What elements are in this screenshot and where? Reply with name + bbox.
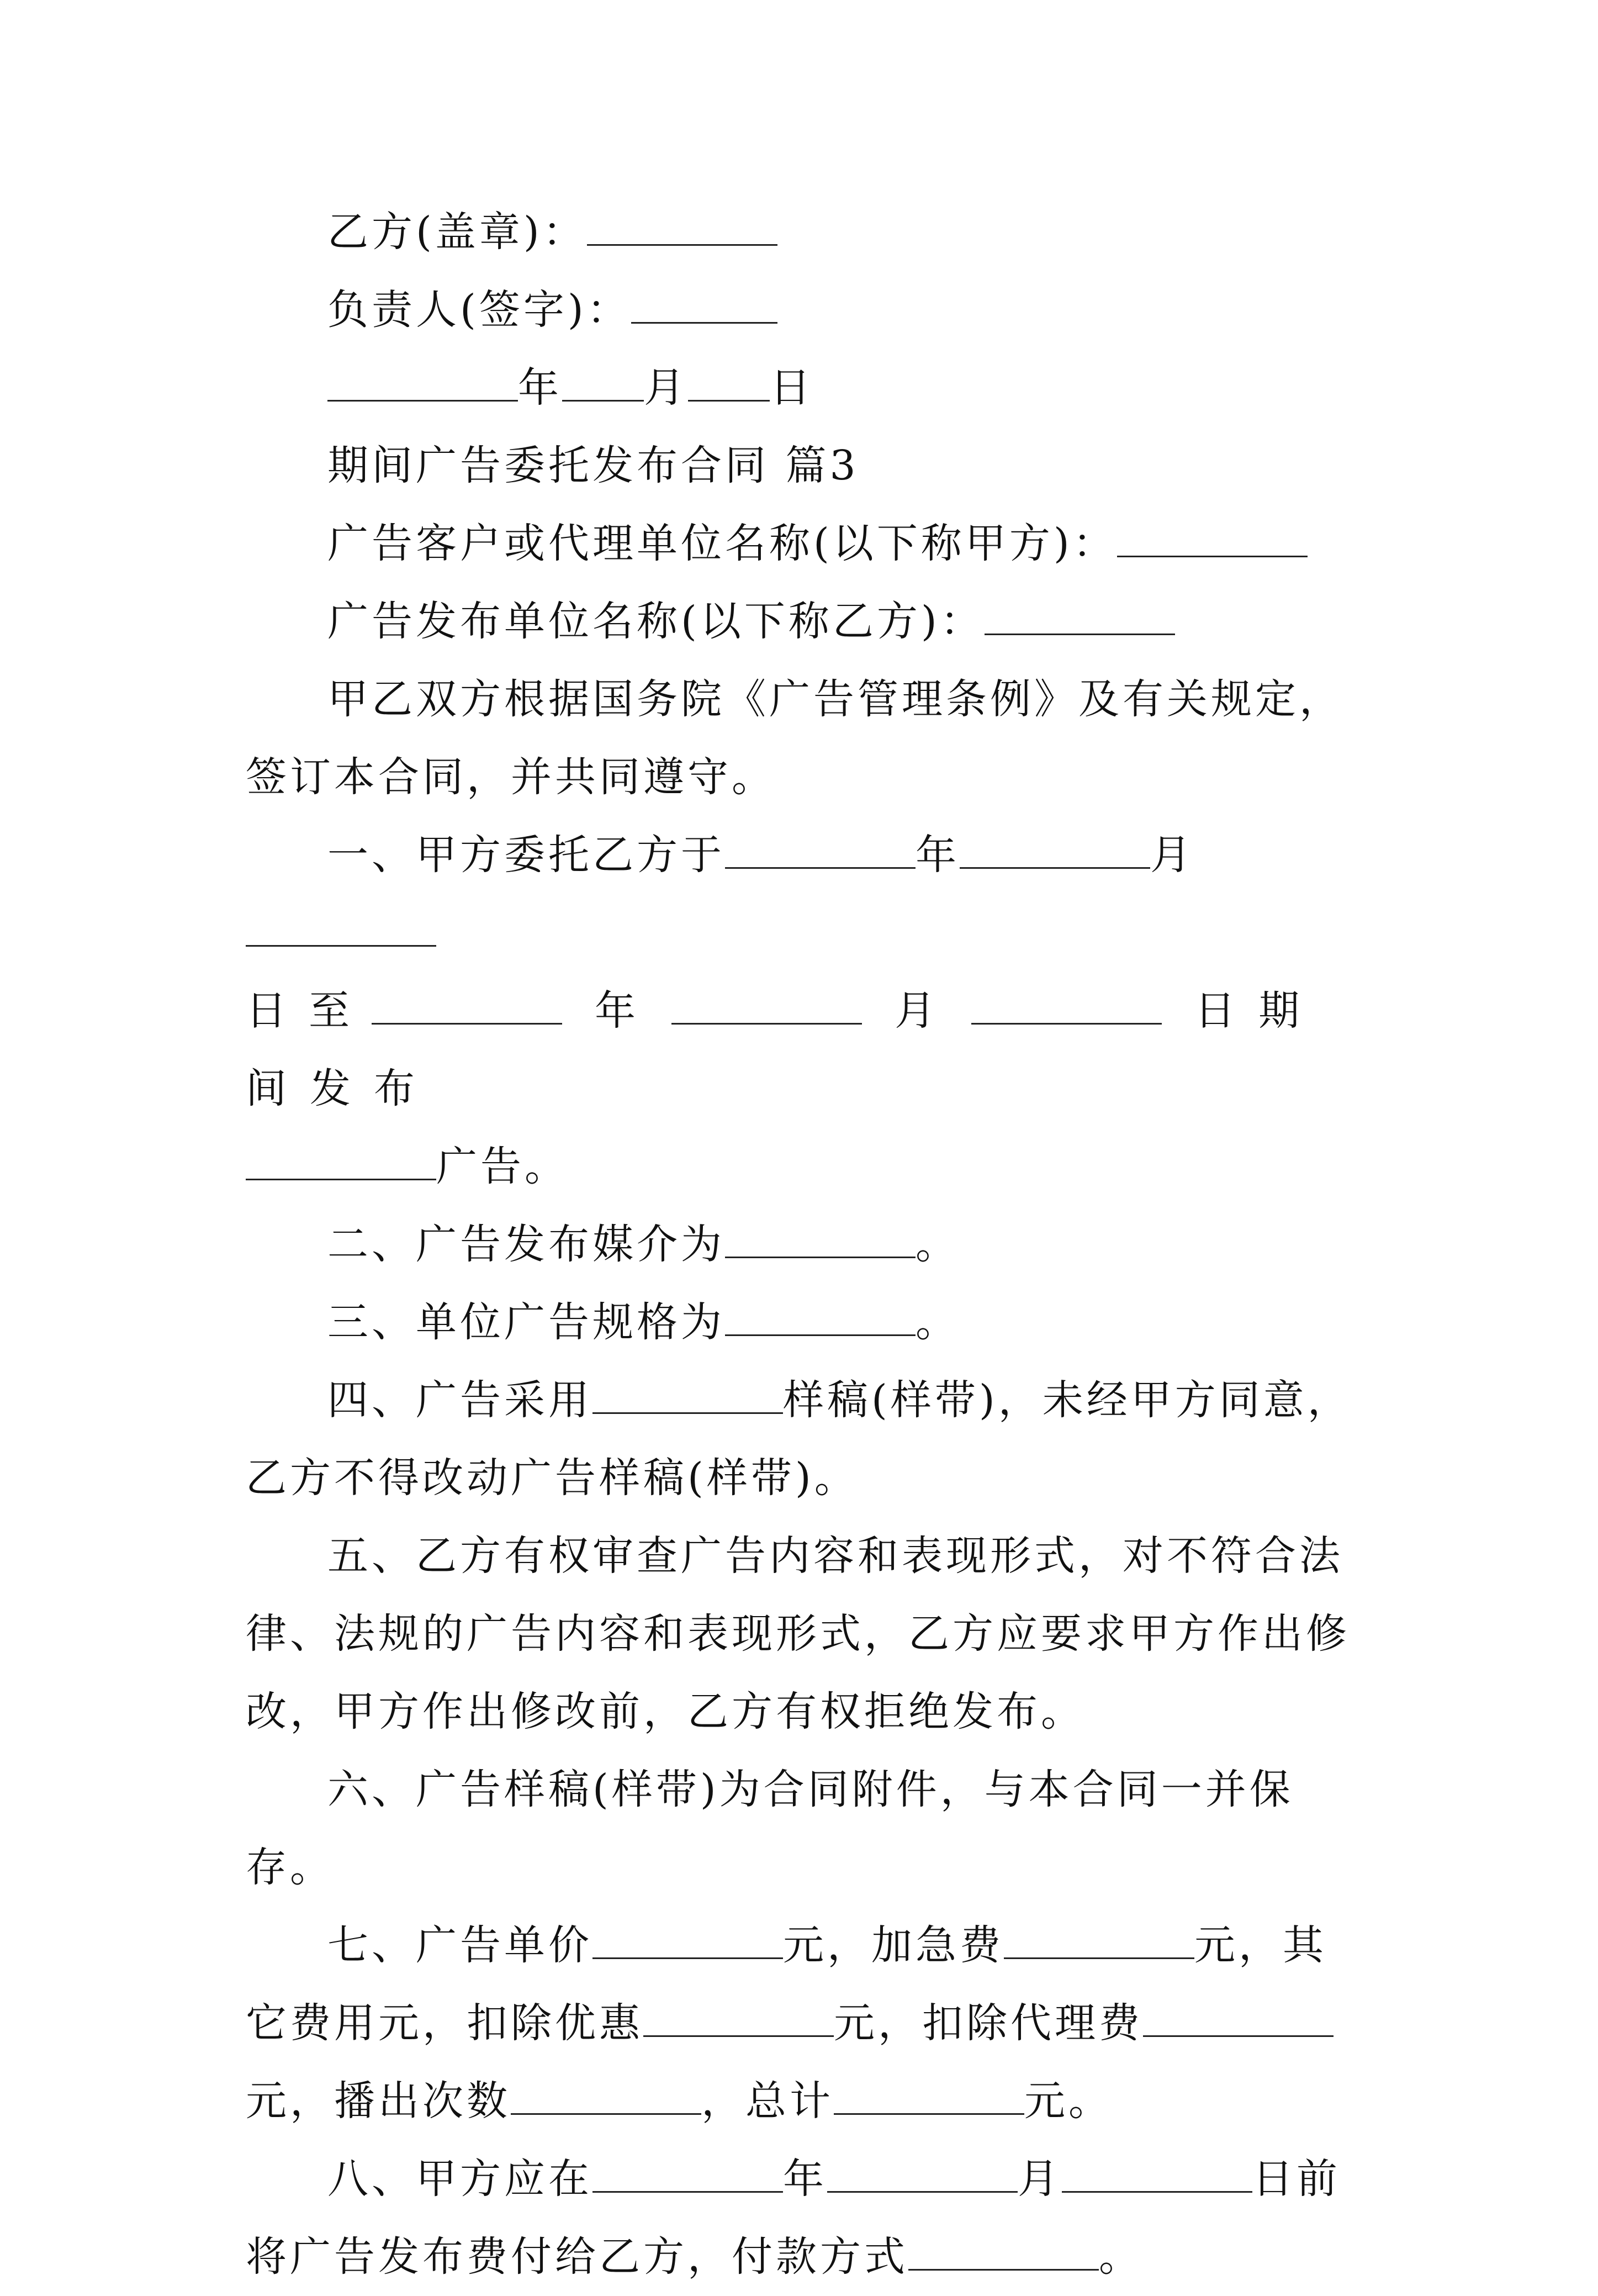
clause-8 bbox=[246, 2140, 1361, 2296]
clause-1-text-a: 一、甲方委托乙方于 bbox=[327, 831, 725, 879]
clause-7-text-c: 元，其它费用元，扣除优惠 bbox=[246, 1922, 1327, 2047]
clause-7-blank-4 bbox=[1143, 1993, 1334, 2037]
clause-8-text-d: 日前将广告发布费付给乙方，付款方式 bbox=[246, 2155, 1341, 2281]
clause-3 bbox=[246, 1284, 1361, 1361]
party-a-line bbox=[246, 505, 1361, 583]
clause-4-text-a: 四、广告采用 bbox=[327, 1376, 592, 1424]
clause-8-text-e: 。 bbox=[1099, 2233, 1143, 2281]
party-a-label: 广告客户或代理单位名称(以下称甲方)： bbox=[327, 520, 1117, 567]
clause-6: 六、广告样稿(样带)为合同附件，与本合同一并保存。 bbox=[246, 1766, 1294, 1891]
clause-1 bbox=[246, 816, 1361, 1206]
clause-2-blank bbox=[725, 1215, 916, 1258]
clause-1-text-b: 年 bbox=[916, 831, 960, 879]
clause-8-blank-1 bbox=[592, 2149, 783, 2193]
clause-1-blank-2 bbox=[960, 825, 1150, 869]
clause-3-text-a: 三、单位广告规格为 bbox=[327, 1299, 725, 1346]
responsible-sign-label: 负责人(签字)： bbox=[327, 286, 631, 334]
date-year-label: 年 bbox=[518, 364, 562, 411]
clause-1-blank-5 bbox=[671, 981, 862, 1025]
clause-7-blank-5 bbox=[511, 2071, 701, 2115]
clause-2-text-b: 。 bbox=[916, 1221, 960, 1268]
date-month-label: 月 bbox=[644, 364, 688, 411]
clause-7-blank-6 bbox=[834, 2071, 1024, 2115]
date-day-blank bbox=[688, 358, 770, 402]
clause-1-text-h: 广告。 bbox=[436, 1143, 569, 1190]
party-b-blank bbox=[985, 592, 1175, 635]
clause-4-blank bbox=[592, 1370, 783, 1414]
party-a-blank bbox=[1117, 514, 1308, 557]
clause-8-blank-3 bbox=[1062, 2149, 1252, 2193]
document-body bbox=[246, 193, 1361, 2296]
clause-7-text-a: 七、广告单价 bbox=[327, 1922, 592, 1969]
responsible-sign-blank bbox=[631, 280, 777, 324]
party-b-seal-line bbox=[246, 193, 1361, 271]
clause-1-text-d: 日至 bbox=[246, 987, 372, 1034]
clause-1-text-f: 月 bbox=[895, 987, 939, 1034]
clause-8-text-b: 年 bbox=[783, 2155, 827, 2203]
clause-2-text-a: 二、广告发布媒介为 bbox=[327, 1221, 725, 1268]
contract-heading: 期间广告委托发布合同 篇3 bbox=[327, 442, 859, 489]
party-b-seal-blank bbox=[587, 202, 777, 246]
clause-2 bbox=[246, 1206, 1361, 1284]
clause-1-text-e: 年 bbox=[595, 987, 639, 1034]
clause-4-text-b: 样稿(样带)，未经甲方同意，乙方不得改动广告样稿(样带)。 bbox=[246, 1376, 1352, 1502]
clause-1-blank-1 bbox=[725, 825, 916, 869]
party-b-label: 广告发布单位名称(以下称乙方)： bbox=[327, 598, 985, 645]
clause-3-blank bbox=[725, 1292, 916, 1336]
clause-8-blank-2 bbox=[827, 2149, 1018, 2193]
clause-8-text-a: 八、甲方应在 bbox=[327, 2155, 592, 2203]
clause-4 bbox=[246, 1361, 1361, 1517]
clause-5: 五、乙方有权审查广告内容和表现形式，对不符合法律、法规的广告内容和表现形式，乙方应要求甲方作出修改，甲方作出修改前，乙方有权拒绝发布。 bbox=[246, 1532, 1350, 1735]
date-year-blank bbox=[327, 358, 518, 402]
clause-7-text-d: 元，扣除代理费 bbox=[834, 1999, 1143, 2047]
clause-1-text-c: 月 bbox=[1150, 831, 1194, 879]
party-b-seal-label: 乙方(盖章)： bbox=[327, 208, 587, 256]
responsible-sign-line bbox=[246, 271, 1361, 349]
clause-7-blank-1 bbox=[592, 1915, 783, 1959]
clause-1-blank-7 bbox=[246, 1137, 436, 1180]
clause-7-text-b: 元，加急费 bbox=[783, 1922, 1004, 1969]
clause-7-text-g: 元。 bbox=[1024, 2077, 1113, 2125]
clause-3-text-b: 。 bbox=[916, 1299, 960, 1346]
date-day-label: 日 bbox=[770, 364, 814, 411]
preamble-paragraph: 甲乙双方根据国务院《广告管理条例》及有关规定，签订本合同，并共同遵守。 bbox=[246, 675, 1343, 801]
clause-1-blank-4 bbox=[372, 981, 562, 1025]
clause-7-blank-3 bbox=[643, 1993, 834, 2037]
clause-7-text-e: 元，播出次数 bbox=[246, 2077, 511, 2125]
signature-date-line bbox=[246, 349, 1361, 427]
party-b-line bbox=[246, 583, 1361, 661]
clause-1-blank-6 bbox=[971, 981, 1162, 1025]
clause-1-text-g: 日期间发布 bbox=[246, 987, 1323, 1112]
clause-8-text-c: 月 bbox=[1018, 2155, 1062, 2203]
clause-8-blank-4 bbox=[908, 2227, 1099, 2271]
clause-1-blank-3 bbox=[246, 903, 436, 947]
clause-7-text-f: ，总计 bbox=[701, 2077, 834, 2125]
clause-7-blank-2 bbox=[1004, 1915, 1194, 1959]
clause-7 bbox=[246, 1907, 1361, 2140]
date-month-blank bbox=[562, 358, 644, 402]
